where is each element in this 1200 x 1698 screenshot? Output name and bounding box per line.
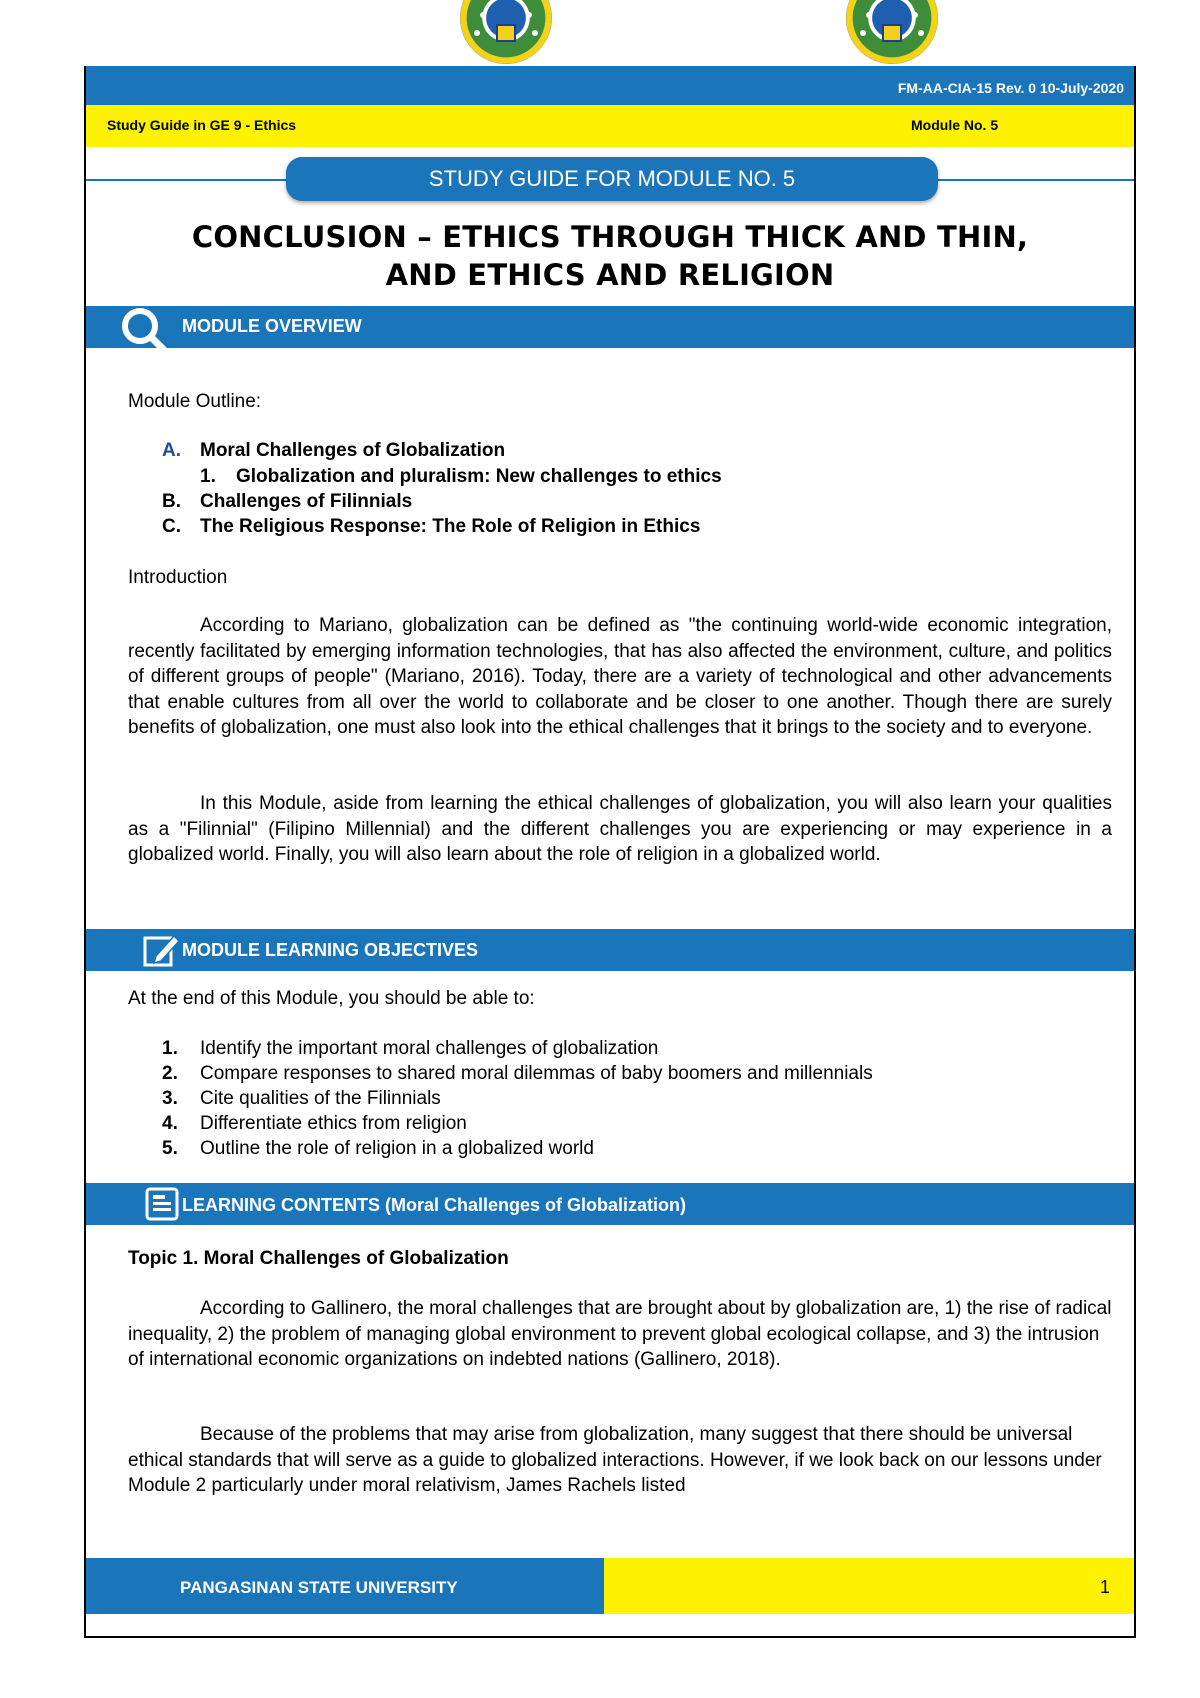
pencil-icon bbox=[142, 932, 182, 968]
contents-heading: LEARNING CONTENTS (Moral Challenges of Globalization) bbox=[182, 1195, 687, 1215]
study-guide-banner: STUDY GUIDE FOR MODULE NO. 5 bbox=[286, 157, 938, 201]
university-seal-left bbox=[460, 0, 552, 64]
footer-yellow-band bbox=[604, 1558, 1134, 1614]
university-name: PANGASINAN STATE UNIVERSITY bbox=[180, 1578, 458, 1597]
document-icon bbox=[144, 1186, 180, 1222]
overview-heading: MODULE OVERVIEW bbox=[182, 316, 362, 336]
form-code: FM-AA-CIA-15 Rev. 0 10-July-2020 bbox=[897, 80, 1124, 96]
intro-paragraph: According to Mariano, globalization can be defined as "the continuing world-wide economic integration, recently facilitated by emerging information technologies, that has also affected the environment, culture, and politics of different groups of people" (Mariano, 2016). Today, there are a variety of technological and other advancements that enable cultures from all over the world to collaborate and be closer to one another. Though there are surely benefits of globalization, one must also look into the ethical challenges that it brings to the society and to everyone. bbox=[128, 615, 1112, 738]
introduction-label: Introduction bbox=[128, 567, 228, 588]
page-title bbox=[86, 218, 1134, 294]
topic-heading: Topic 1. Moral Challenges of Globalization bbox=[128, 1248, 509, 1269]
page-number: 1 bbox=[1100, 1577, 1111, 1597]
page-title-line-1: CONCLUSION – ETHICS THROUGH THICK AND THIN, bbox=[191, 220, 1029, 254]
outline-label: Module Outline: bbox=[128, 391, 262, 412]
magnifier-icon bbox=[120, 306, 170, 354]
page-title-line-2: AND ETHICS AND RELIGION bbox=[385, 258, 835, 292]
intro-paragraph: In this Module, aside from learning the ethical challenges of globalization, you will also learn your qualities as a "Filinnial" (Filipino Millennial) and the different challenges you are experiencing or may experience in a globalized world. Finally, you will also learn about the role of religion in a globalized world. bbox=[128, 793, 1112, 865]
objectives-heading: MODULE LEARNING OBJECTIVES bbox=[182, 940, 479, 960]
content-paragraph: Because of the problems that may arise from globalization, many suggest that there should be universal ethical standards that will serve as a guide to globalized interactions. However, if we look back on our lessons under Module 2 particularly under moral relativism, James Rachels listed bbox=[128, 1424, 1102, 1496]
module-number: Module No. 5 bbox=[911, 117, 999, 133]
objectives-lead: At the end of this Module, you should be able to: bbox=[128, 988, 535, 1009]
university-seal-right bbox=[846, 0, 938, 64]
content-paragraph: According to Gallinero, the moral challenges that are brought about by globalization are, 1) the rise of radical inequality, 2) the problem of managing global environment to prevent global ecological collapse, and 3) the intrusion of international economic organizations on indebted nations (Gallinero, 2018). bbox=[128, 1298, 1112, 1370]
guide-title: Study Guide in GE 9 - Ethics bbox=[107, 117, 297, 133]
